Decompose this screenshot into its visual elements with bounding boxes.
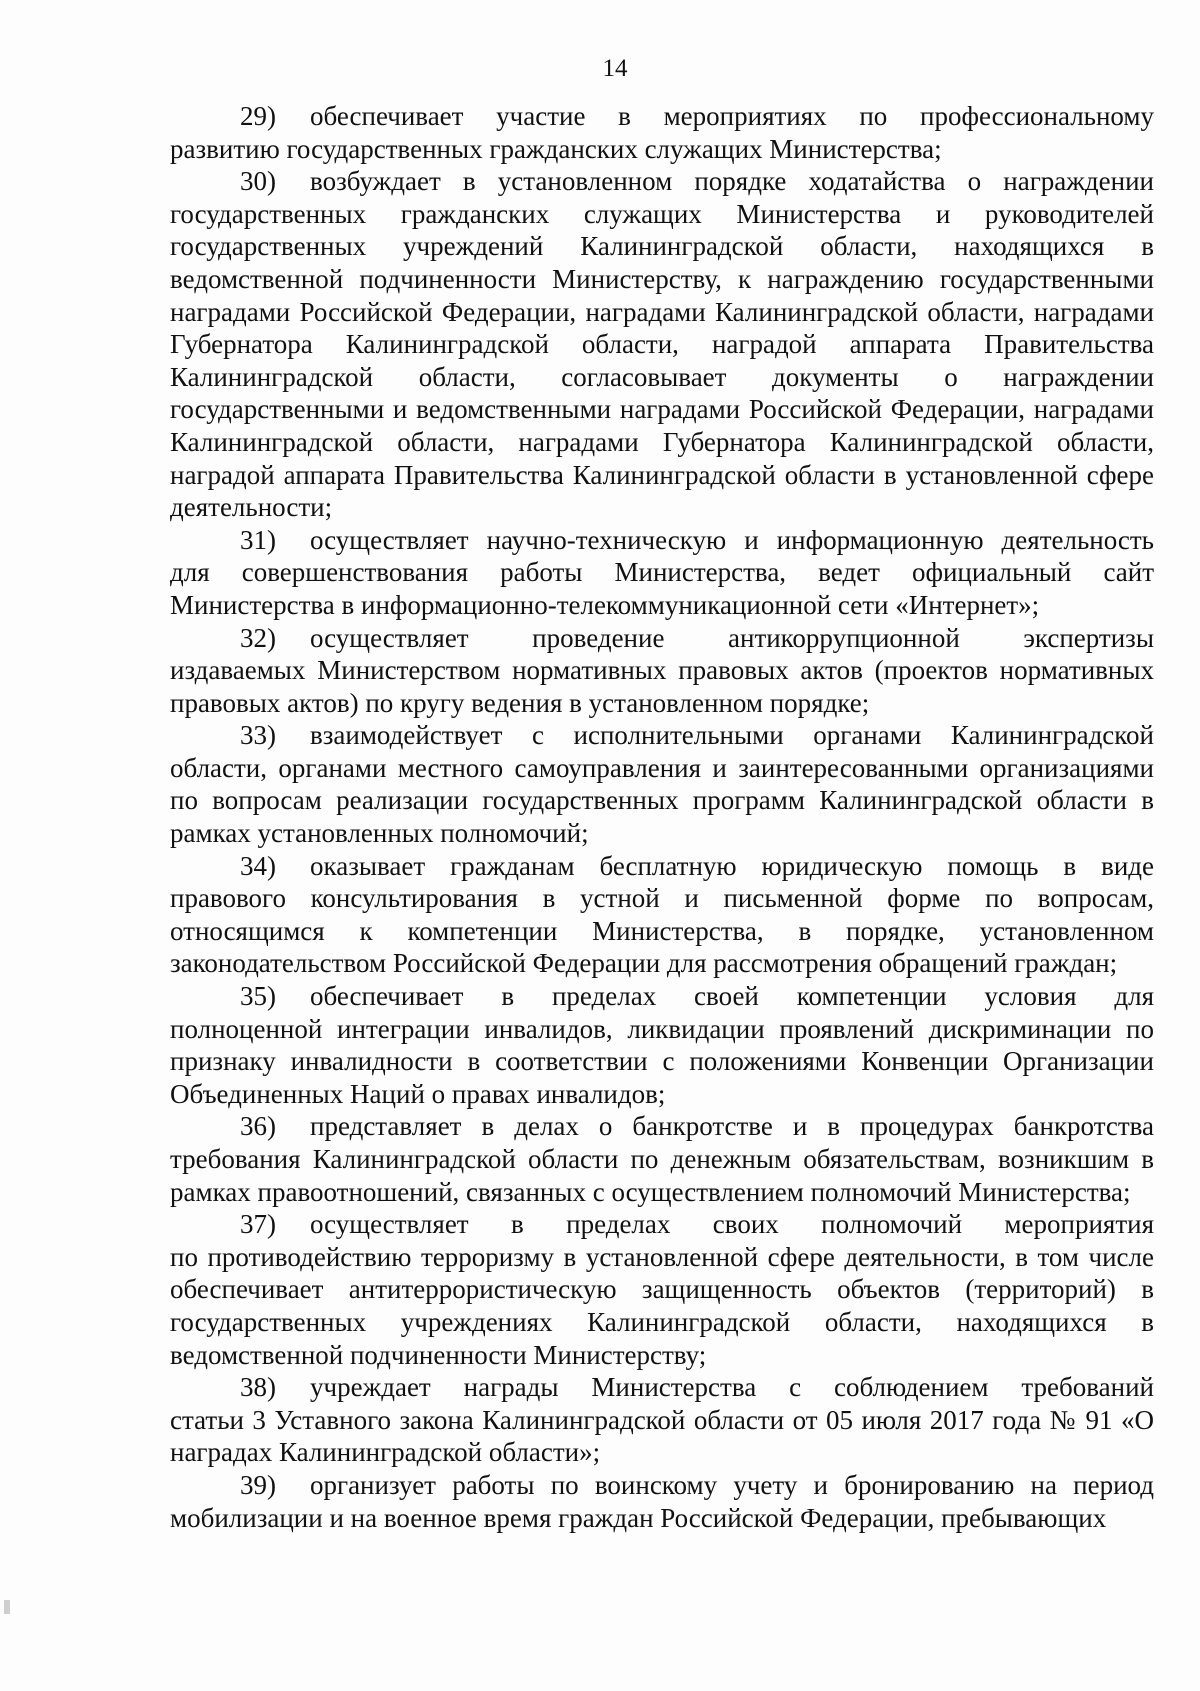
list-item-30 bbox=[170, 165, 1154, 524]
item-number: 37) bbox=[240, 1209, 276, 1240]
item-lead-text: оказывает гражданам бесплатную юридическую помощь в виде bbox=[310, 850, 1154, 881]
item-lead-line bbox=[170, 980, 1154, 1013]
page-number: 14 bbox=[602, 55, 628, 82]
item-number: 32) bbox=[240, 622, 276, 653]
item-lead-text: возбуждает в установленном порядке ходатайства о награждении bbox=[310, 166, 1154, 197]
item-lead-text: взаимодействует с исполнительными органами Калининградской bbox=[310, 720, 1154, 751]
item-lead-line bbox=[170, 165, 1154, 198]
item-lead-line bbox=[170, 622, 1154, 655]
item-number: 33) bbox=[240, 720, 276, 751]
list-item-38 bbox=[170, 1371, 1154, 1469]
list-item-37 bbox=[170, 1208, 1154, 1371]
item-number: 29) bbox=[240, 101, 276, 131]
item-continuation: для совершенствования работы Министерства, ведет официальный сайт Министерства в информационно-телекоммуникационной сети «Интернет»; bbox=[170, 557, 1154, 620]
item-lead-line bbox=[170, 850, 1154, 883]
list-item-31 bbox=[170, 524, 1154, 622]
item-lead-text: осуществляет проведение антикоррупционной экспертизы bbox=[310, 622, 1154, 653]
item-lead-line bbox=[170, 524, 1154, 557]
item-lead-line bbox=[170, 1371, 1154, 1404]
item-number: 39) bbox=[240, 1469, 276, 1500]
item-number: 30) bbox=[240, 166, 276, 197]
scan-edge-mark bbox=[4, 1600, 10, 1614]
item-lead-text: обеспечивает в пределах своей компетенции условия для bbox=[310, 981, 1154, 1012]
item-number: 38) bbox=[240, 1372, 276, 1403]
item-lead-text: учреждает награды Министерства с соблюдением требований bbox=[310, 1372, 1154, 1403]
item-number: 35) bbox=[240, 981, 276, 1012]
item-lead-text: обеспечивает участие в мероприятиях по профессиональному bbox=[310, 101, 1154, 131]
list-item-34 bbox=[170, 850, 1154, 980]
item-number: 34) bbox=[240, 850, 276, 881]
list-item-35 bbox=[170, 980, 1154, 1110]
list-item-39 bbox=[170, 1469, 1154, 1534]
item-lead-line bbox=[170, 1208, 1154, 1241]
item-lead-text: организует работы по воинскому учету и бронированию на период bbox=[310, 1469, 1154, 1500]
list-item-32 bbox=[170, 622, 1154, 720]
item-continuation: правового консультирования в устной и письменной форме по вопросам, относящимся к компетенции Министерства, в порядке, установленном законодательством Российской Федерации для рассмотрения обращений граждан; bbox=[170, 883, 1154, 979]
item-continuation: статьи 3 Уставного закона Калининградской области от 05 июля 2017 года № 91 «О наградах Калининградской области»; bbox=[170, 1404, 1154, 1468]
item-number: 31) bbox=[240, 524, 276, 555]
item-lead-text: представляет в делах о банкротстве и в процедурах банкротства bbox=[310, 1111, 1154, 1142]
item-continuation: развитию государственных гражданских служащих Министерства; bbox=[170, 133, 942, 164]
list-item-29 bbox=[170, 100, 1154, 165]
item-lead-text: осуществляет научно-техническую и информационную деятельность bbox=[310, 524, 1154, 555]
item-lead-line bbox=[170, 100, 1154, 133]
item-continuation: полноценной интеграции инвалидов, ликвидации проявлений дискриминации по признаку инвалидности в соответствии с положениями Конвенции Организации Объединенных Наций о правах инвалидов; bbox=[170, 1013, 1154, 1109]
item-continuation: требования Калининградской области по денежным обязательствам, возникшим в рамках правоотношений, связанных с осуществлением полномочий Министерства; bbox=[170, 1144, 1154, 1207]
item-number: 36) bbox=[240, 1111, 276, 1142]
item-continuation: государственных гражданских служащих Министерства и руководителей государственных учреждений Калининградской области, находящихся в ведомственной подчиненности Министерству, к награждению государственными наградами Российской Федерации, наградами Калининградской области, наградами Губернатора Калининградской области, наградой аппарата Правительства Калининградской области, согласовывает документы о награждении государственными и ведомственными наградами Российской Федерации, наградами Калининградской области, наградами Губернатора Калининградской области, наградой аппарата Правительства Калининградской области в установленной сфере деятельности; bbox=[170, 198, 1154, 523]
list-item-33 bbox=[170, 719, 1154, 849]
item-lead-line bbox=[170, 719, 1154, 752]
item-lead-line bbox=[170, 1469, 1154, 1502]
list-item-36 bbox=[170, 1110, 1154, 1208]
item-continuation: мобилизации и на военное время граждан Российской Федерации, пребывающих bbox=[170, 1502, 1107, 1533]
item-lead-line bbox=[170, 1110, 1154, 1143]
item-continuation: издаваемых Министерством нормативных правовых актов (проектов нормативных правовых актов) по кругу ведения в установленном порядке; bbox=[170, 655, 1154, 718]
document-body bbox=[170, 100, 1154, 1534]
item-continuation: по противодействию терроризму в установленной сфере деятельности, в том числе обеспечивает антитеррористическую защищенность объектов (территорий) в государственных учреждениях Калининградской области, находящихся в ведомственной подчиненности Министерству; bbox=[170, 1241, 1154, 1370]
item-lead-text: осуществляет в пределах своих полномочий мероприятия bbox=[310, 1209, 1154, 1240]
item-continuation: области, органами местного самоуправления и заинтересованными организациями по вопросам реализации государственных программ Калининградской области в рамках установленных полномочий; bbox=[170, 752, 1154, 849]
